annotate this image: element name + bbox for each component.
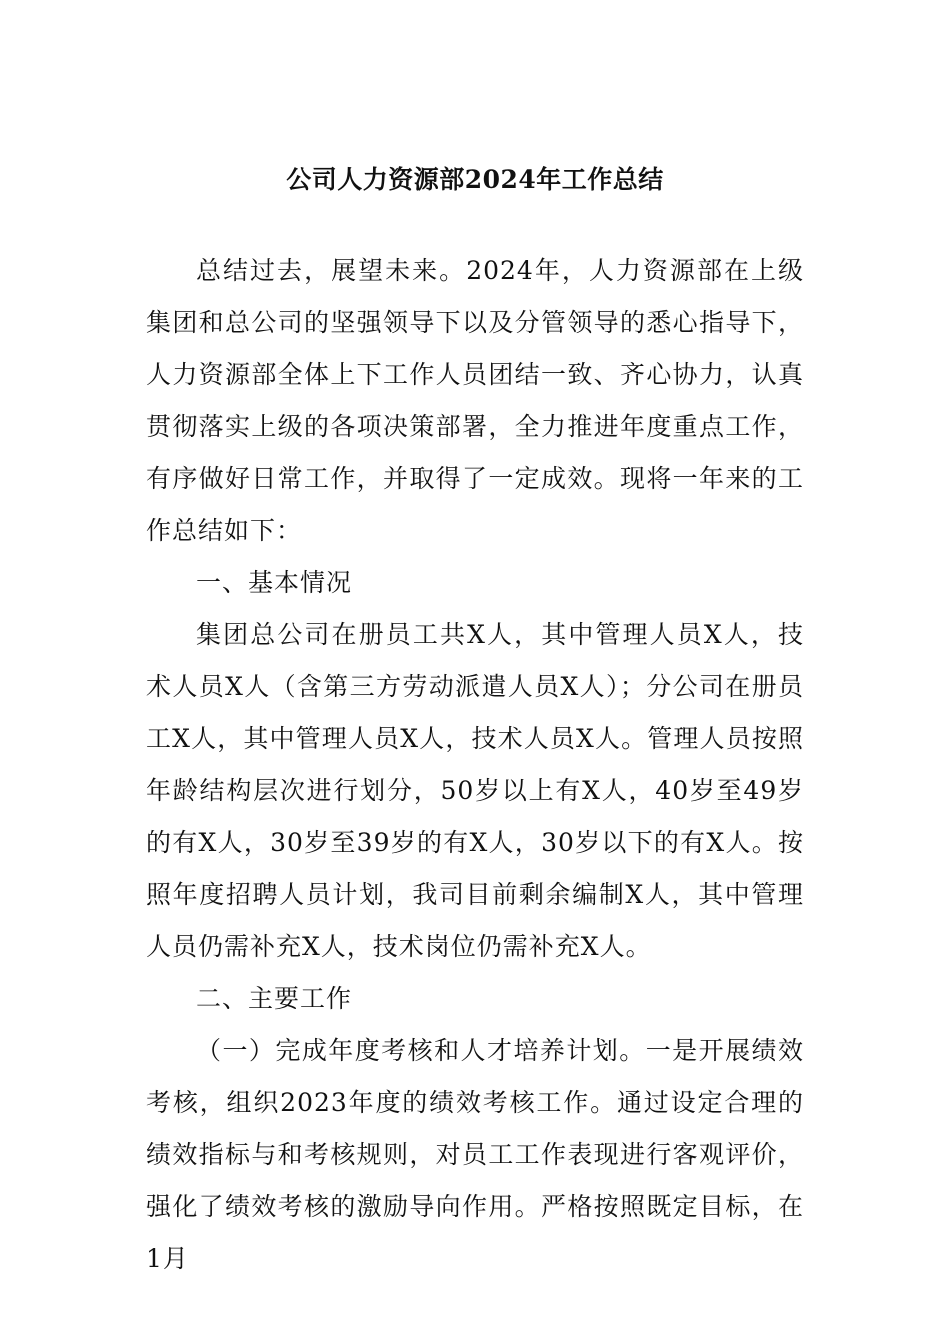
section-heading-main-work: 二、主要工作 xyxy=(196,984,353,1013)
document-title: 公司人力资源部2024年工作总结 xyxy=(286,165,664,194)
basic-situation-paragraph: 集团总公司在册员工共X人，其中管理人员X人，技术人员X人（含第三方劳动派遣人员X人）；分公司在册员工X人，其中管理人员X人，技术人员X人。管理人员按照年龄结构层次进行划分，50岁以上有X人，40岁至49岁的有X人，30岁至39岁的有X人，30岁以下的有X人。按照年度招聘人员计划，我司目前剩余编制X人，其中管理人员仍需补充X人，技术岗位仍需补充X人。 xyxy=(146,620,804,961)
intro-paragraph: 总结过去，展望未来。2024年，人力资源部在上级集团和总公司的坚强领导下以及分管领导的悉心指导下，人力资源部全体上下工作人员团结一致、齐心协力，认真贯彻落实上级的各项决策部署，全力推进年度重点工作，有序做好日常工作，并取得了一定成效。现将一年来的工作总结如下： xyxy=(146,256,804,545)
document-body xyxy=(146,245,804,1285)
main-work-paragraph: （一）完成年度考核和人才培养计划。一是开展绩效考核，组织2023年度的绩效考核工作。通过设定合理的绩效指标与和考核规则，对员工工作表现进行客观评价，强化了绩效考核的激励导向作用。严格按照既定目标，在1月 xyxy=(146,1036,804,1273)
section-heading-basic-situation: 一、基本情况 xyxy=(196,568,353,597)
